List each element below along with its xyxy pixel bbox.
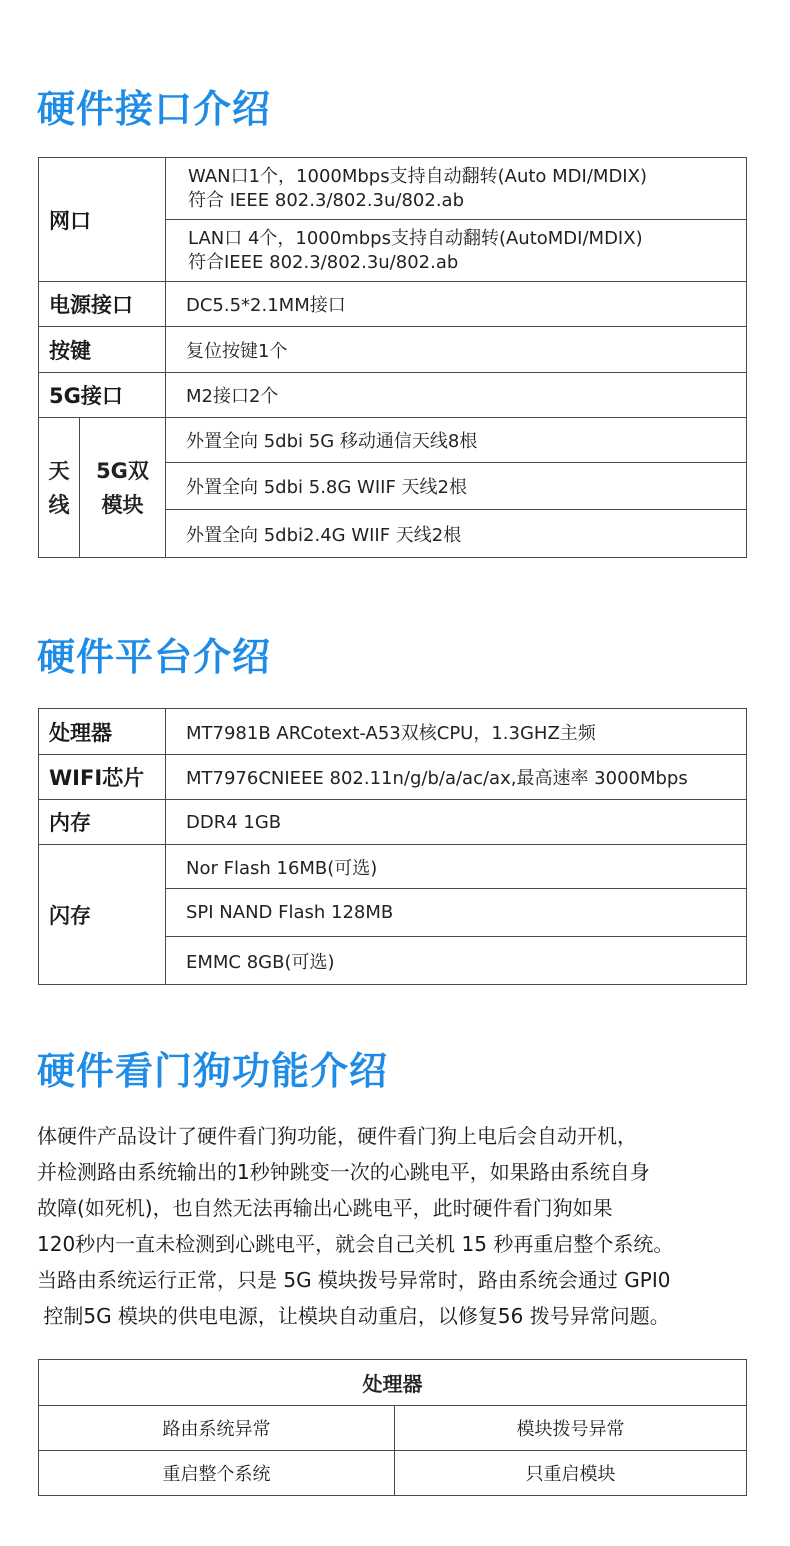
- restart-module-cell: 只重启模块: [395, 1451, 747, 1496]
- flash-row: EMMC 8GB(可选): [166, 937, 747, 985]
- platform-table: [38, 708, 747, 985]
- antenna-label-1: 天: [48, 458, 70, 483]
- router-fault-cell: 路由系统异常: [39, 1406, 395, 1451]
- cpu-value: MT7981B ARCotext-A53双核CPU，1.3GHZ主频: [166, 709, 747, 755]
- network-label: 网口: [39, 158, 166, 282]
- antenna-row: 外置全向 5dbi 5G 移动通信天线8根: [166, 418, 747, 463]
- section-title-watchdog: 硬件看门狗功能介绍: [37, 1049, 389, 1093]
- paragraph-line: 故障(如死机)，也自然无法再输出心跳电平，此时硬件看门狗如果: [37, 1196, 613, 1220]
- section-title-interfaces: 硬件接口介绍: [37, 87, 272, 131]
- antenna-row: 外置全向 5dbi 5.8G WIIF 天线2根: [166, 463, 747, 510]
- button-label: 按键: [39, 327, 166, 373]
- interfaces-table: [38, 157, 747, 558]
- watchdog-table-header: 处理器: [39, 1360, 747, 1406]
- antenna-module-label-1: 5G双: [96, 458, 149, 483]
- dial-fault-cell: 模块拨号异常: [395, 1406, 747, 1451]
- wifi-label: WIFI芯片: [39, 755, 166, 800]
- flash-row: Nor Flash 16MB(可选): [166, 845, 747, 889]
- button-value: 复位按键1个: [166, 327, 747, 373]
- antenna-module-label-2: 模块: [101, 492, 144, 517]
- antenna-row: 外置全向 5dbi2.4G WIIF 天线2根: [166, 510, 747, 558]
- watchdog-table: [38, 1359, 747, 1496]
- paragraph-line: 当路由系统运行正常，只是 5G 模块拨号异常时，路由系统会通过 GPI0: [37, 1268, 671, 1292]
- wan-line-1: WAN口1个，1000Mbps支持自动翻转(Auto MDI/MDIX): [188, 165, 647, 187]
- g5-label: 5G接口: [39, 373, 166, 418]
- paragraph-line: 并检测路由系统输出的1秒钟跳变一次的心跳电平，如果路由系统自身: [37, 1160, 650, 1184]
- lan-spec: [166, 220, 747, 282]
- wan-line-2: 符合 IEEE 802.3/802.3u/802.ab: [188, 189, 465, 211]
- paragraph-line: 120秒内一直未检测到心跳电平，就会自己关机 15 秒再重启整个系统。: [37, 1232, 674, 1256]
- ram-value: DDR4 1GB: [166, 800, 747, 845]
- section-title-platform: 硬件平台介绍: [37, 635, 272, 679]
- watchdog-description: [37, 1118, 757, 1334]
- antenna-label: [39, 418, 80, 558]
- flash-row: SPI NAND Flash 128MB: [166, 889, 747, 937]
- power-value: DC5.5*2.1MM接口: [166, 282, 747, 327]
- power-label: 电源接口: [39, 282, 166, 327]
- paragraph-line: 体硬件产品设计了硬件看门狗功能，硬件看门狗上电后会自动开机，: [37, 1124, 637, 1148]
- wifi-value: MT7976CNIEEE 802.11n/g/b/a/ac/ax,最高速率 3000Mbps: [166, 755, 747, 800]
- g5-value: M2接口2个: [166, 373, 747, 418]
- flash-label: 闪存: [39, 845, 166, 985]
- paragraph-line: 控制5G 模块的供电电源，让模块自动重启，以修复56 拨号异常问题。: [37, 1304, 670, 1328]
- antenna-label-2: 线: [48, 492, 70, 517]
- ram-label: 内存: [39, 800, 166, 845]
- cpu-label: 处理器: [39, 709, 166, 755]
- wan-spec: [166, 158, 747, 220]
- antenna-module-label: [80, 418, 166, 558]
- lan-line-2: 符合IEEE 802.3/802.3u/802.ab: [188, 251, 459, 273]
- lan-line-1: LAN口 4个，1000mbps支持自动翻转(AutoMDI/MDIX): [188, 227, 643, 249]
- restart-system-cell: 重启整个系统: [39, 1451, 395, 1496]
